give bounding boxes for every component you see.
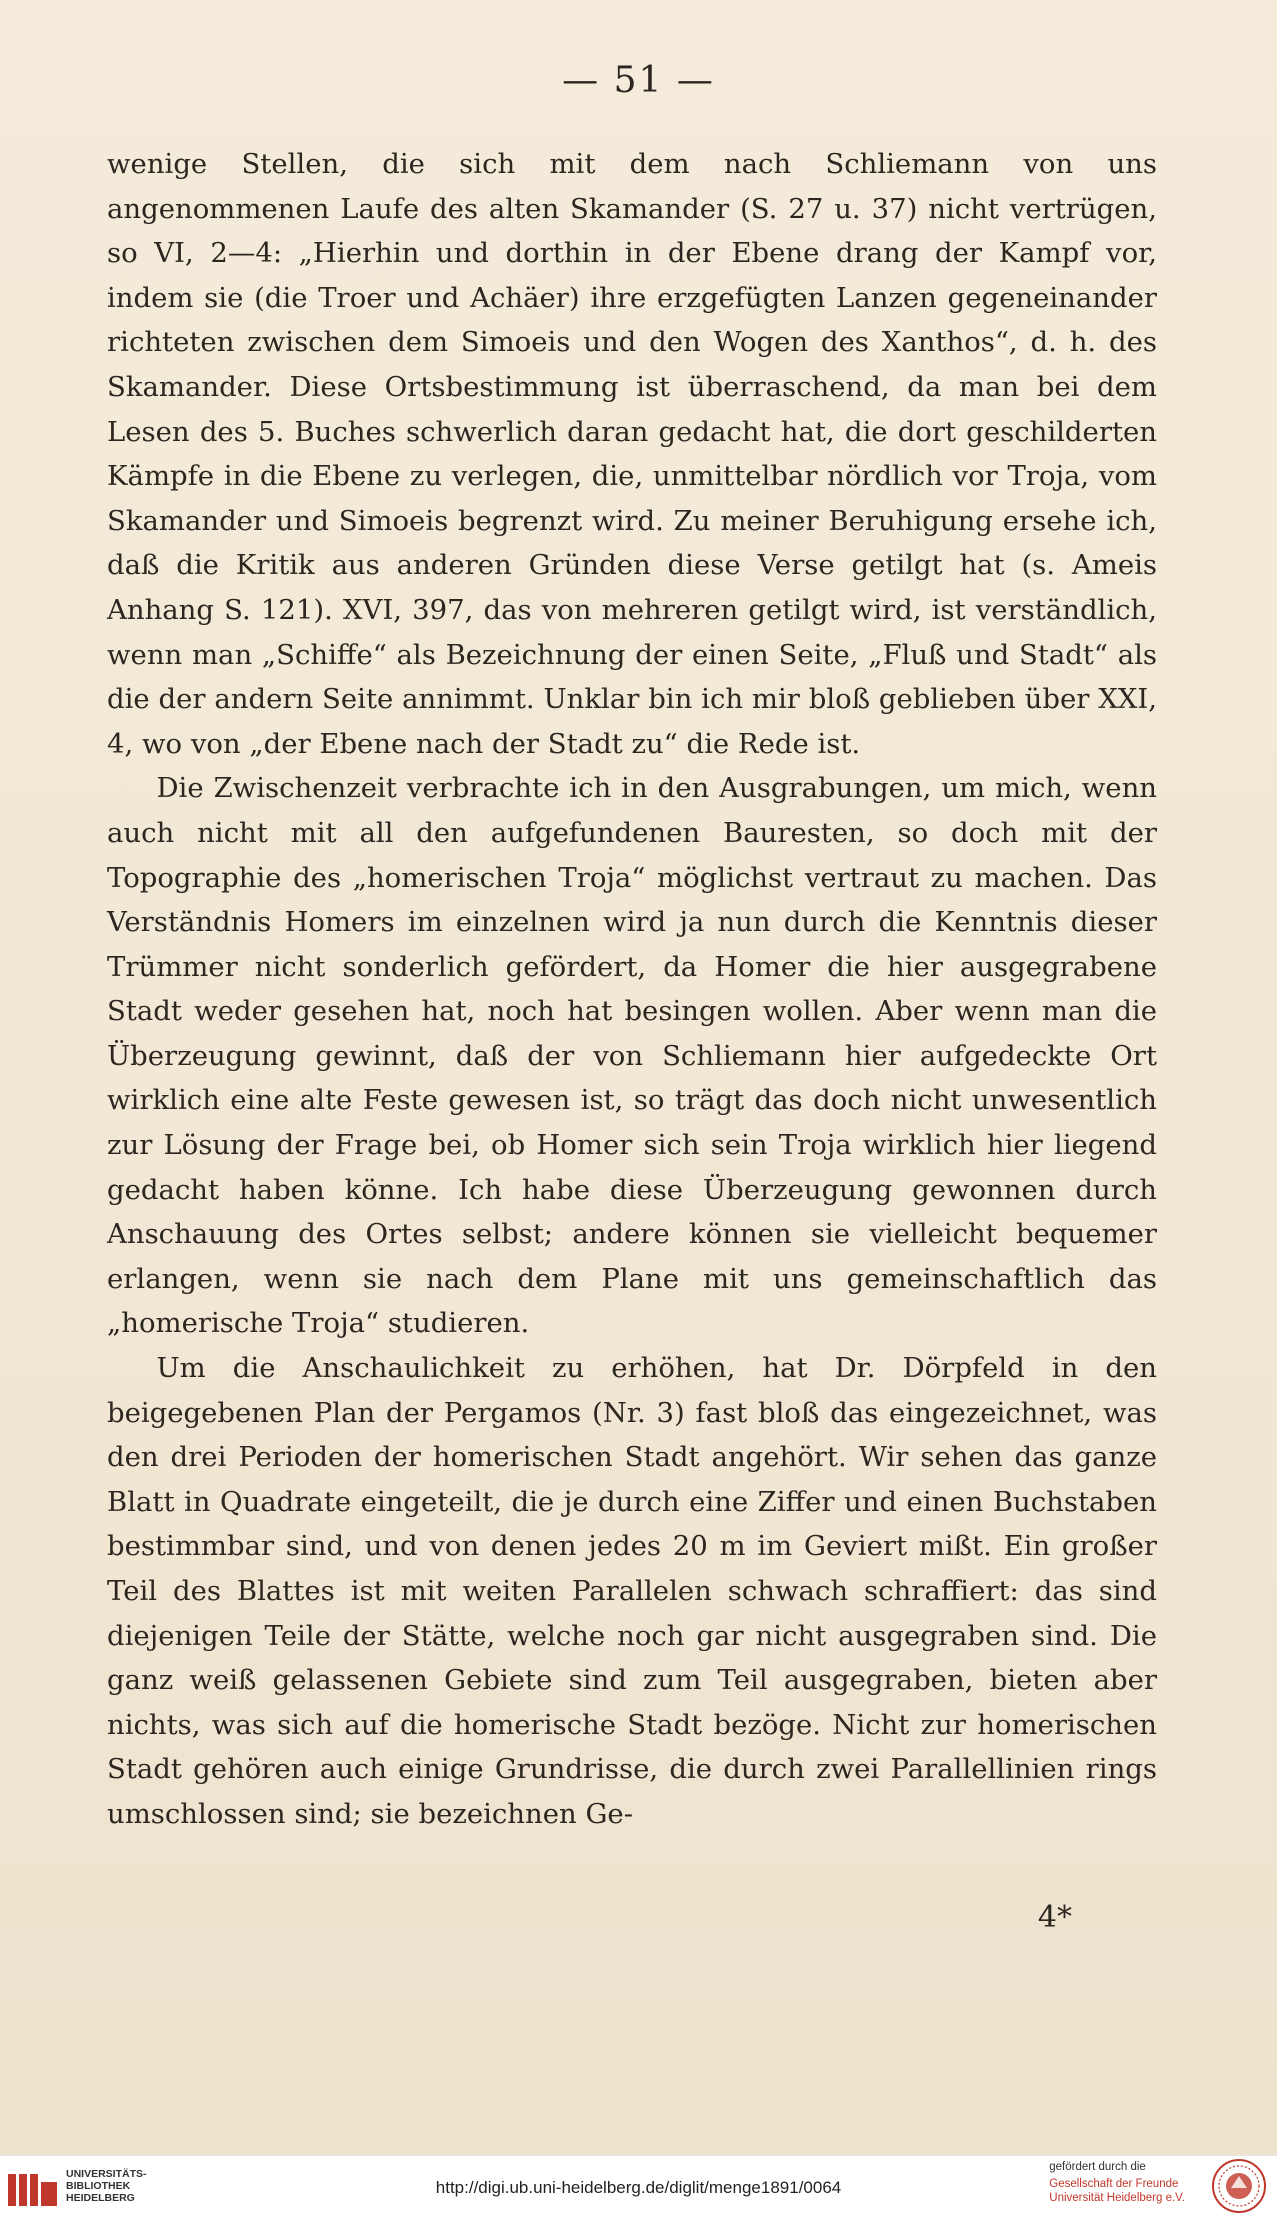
sponsor-label: gefördert durch die — [1049, 2161, 1146, 2173]
body-text — [107, 142, 1157, 1837]
sponsor-block — [1049, 2160, 1185, 2205]
page-number: — 51 — — [562, 60, 715, 101]
sponsor-org-line-2: Universität Heidelberg e.V. — [1049, 2192, 1185, 2204]
paragraph-3: Um die Anschaulichkeit zu erhöhen, hat Dr. Dörpfeld in den beigegebenen Plan der Pergamos (Nr. 3) fast bloß das eingezeichnet, was den drei Perioden der homerischen Stadt angehört. Wir sehen das ganze Blatt in Quadrate eingeteilt, die je durch eine Ziffer und einen Buchstaben bestimmbar sind, und von denen jedes 20 m im Geviert mißt. Ein großer Teil des Blattes ist mit weiten Parallelen schwach schraffiert: das sind diejenigen Teile der Stätte, welche noch gar nicht ausgegraben sind. Die ganz weiß gelassenen Gebiete sind zum Teil ausgegraben, bieten aber nichts, was sich auf die homerische Stadt bezöge. Nicht zur homerischen Stadt gehören auch einige Grundrisse, die durch zwei Parallellinien rings umschlossen sind; sie bezeichnen Ge- — [107, 1352, 1157, 1830]
university-seal-icon — [1211, 2158, 1267, 2214]
library-name-line-1: UNIVERSITÄTS- — [66, 2168, 147, 2180]
library-name-line-3: HEIDELBERG — [66, 2192, 135, 2204]
footer-bar — [0, 2155, 1277, 2214]
sponsor-org-line-1: Gesellschaft der Freunde — [1049, 2178, 1179, 2190]
paragraph-2: Die Zwischenzeit verbrachte ich in den Ausgrabungen, um mich, wenn auch nicht mit all den aufgefundenen Bauresten, so doch mit der Topographie des „homerischen Troja“ möglichst vertraut zu machen. Das Verständnis Homers im einzelnen wird ja nun durch die Kenntnis dieser Trümmer nicht sonderlich gefördert, da Homer die hier ausgegrabene Stadt weder gesehen hat, noch hat besingen wollen. Aber wenn man die Überzeugung gewinnt, daß der von Schliemann hier aufgedeckte Ort wirklich eine alte Feste gewesen ist, so trägt das doch nicht unwesentlich zur Lösung der Frage bei, ob Homer sich sein Troja wirklich hier liegend gedacht haben könne. Ich habe diese Überzeugung gewonnen durch Anschauung des Ortes selbst; andere können sie vielleicht bequemer erlangen, wenn sie nach dem Plane mit uns gemeinschaftlich das „homerische Troja“ studieren. — [107, 772, 1157, 1340]
library-name-line-2: BIBLIOTHEK — [66, 2180, 131, 2192]
signature-mark: 4* — [1037, 1900, 1072, 1935]
paragraph-1: wenige Stellen, die sich mit dem nach Schliemann von uns angenommenen Laufe des alten Skamander (S. 27 u. 37) nicht vertrügen, so VI, 2—4: „Hierhin und dorthin in der Ebene drang der Kampf vor, indem sie (die Troer und Achäer) ihre erzgefügten Lanzen gegeneinander richteten zwischen dem Simoeis und den Wogen des Xanthos“, d. h. des Skamander. Diese Ortsbestimmung ist überraschend, da man bei dem Lesen des 5. Buches schwerlich daran gedacht hat, die dort geschilderten Kämpfe in die Ebene zu verlegen, die, unmittelbar nördlich vor Troja, vom Skamander und Simoeis begrenzt wird. Zu meiner Beruhigung ersehe ich, daß die Kritik aus anderen Gründen diese Verse getilgt hat (s. Ameis Anhang S. 121). XVI, 397, das von mehreren getilgt wird, ist verständlich, wenn man „Schiffe“ als Bezeichnung der einen Seite, „Fluß und Stadt“ als die der andern Seite annimmt. Unklar bin ich mir bloß geblieben über XXI, 4, wo von „der Ebene nach der Stadt zu“ die Rede ist. — [107, 148, 1157, 760]
permalink-url[interactable]: http://digi.ub.uni-heidelberg.de/diglit/menge1891/0064 — [435, 2178, 842, 2197]
